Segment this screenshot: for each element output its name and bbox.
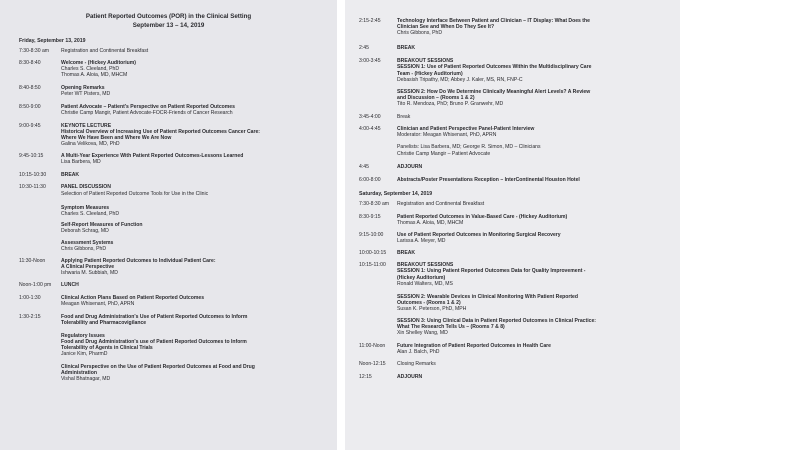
agenda-detail-line: and Discussion – (Rooms 1 & 2) [397,94,475,101]
agenda-time: 2:15-2:45 [359,18,381,24]
agenda-detail-line: Susan K. Peterson, PhD, MPH [397,305,467,312]
agenda-content [61,314,337,326]
agenda-time: 10:30-11:30 [19,184,46,191]
agenda-title-text: Welcome - (Hickey Auditorium) [61,60,137,67]
agenda-time [0,205,61,217]
agenda-detail-line: Food and Drug Administration's use of Patient Reported Outcomes to Inform [61,339,247,345]
agenda-list-saturday [345,201,680,380]
agenda-content [397,318,680,336]
agenda-item [0,258,337,276]
agenda-content [61,60,337,78]
agenda-time: 8:50-9:00 [19,103,41,110]
agenda-detail-line: Christie Camp Mangir – Patient Advocate [397,150,491,157]
agenda-item [0,60,337,78]
agenda-detail-line: Tolerability and Pharmacovigilance [61,319,147,326]
agenda-item [345,361,680,367]
agenda-content [397,214,680,226]
agenda-item [345,164,680,170]
agenda-detail-line: Debasish Tripathy, MD; Abbey J. Kaler, MS, RN, FNP-C [397,76,523,83]
agenda-time: 10:00-10:15 [359,250,387,257]
agenda-time: 4:00-4:45 [359,126,381,133]
agenda-time: 8:40-8:50 [19,85,41,92]
day-heading-saturday: Saturday, September 14, 2019 [359,190,433,197]
agenda-time [345,294,397,312]
agenda-detail-line: A Clinical Perspective [61,264,115,271]
agenda-content [397,58,680,82]
agenda-title-text: SESSION 2: How Do We Determine Clinically Meaningful Alert Levels? A Review [397,88,591,95]
agenda-item [345,114,680,120]
agenda-content [397,201,680,207]
agenda-title-text: SESSION 3: Using Clinical Data in Patient Reported Outcomes in Clinical Practice: [397,318,596,324]
agenda-detail-line: Alan J. Balch, PhD [397,349,440,356]
agenda-content [61,205,337,217]
agenda-time [345,89,397,107]
agenda-detail-line: Lisa Barbera, MD [61,159,101,166]
agenda-content [397,126,680,156]
agenda-detail-line: Janice Kim, PharmD [61,351,108,358]
agenda-title-text: A Multi-Year Experience With Patient Reported Outcomes-Lessons Learned [61,153,244,160]
agenda-detail-line: Galina Velikova, MD, PhD [61,141,120,148]
agenda-list-friday [0,48,337,383]
agenda-time: 1:30-2:15 [19,313,41,320]
agenda-content [397,374,680,380]
agenda-detail-line: Break [397,114,411,121]
agenda-item [345,214,680,226]
agenda-item [345,177,680,183]
agenda-title-text: PANEL DISCUSSION [61,184,111,191]
agenda-detail-line: SESSION 1: Use of Patient Reported Outcomes Within the Multidisciplinary Care [397,64,592,71]
agenda-time: 7:30-8:30 am [19,48,50,54]
agenda-detail-line: Christie Camp Mangir, Patient Advocate-FOCR-Friends of Cancer Research [61,109,233,116]
agenda-item [345,343,680,355]
agenda-item [0,104,337,116]
agenda-item [0,364,337,382]
agenda-content [61,153,337,165]
agenda-time: Noon-12:15 [359,361,386,368]
agenda-time: Noon-1:00 pm [19,282,52,289]
agenda-dates: September 13 – 14, 2019 [132,22,205,29]
agenda-detail-line: Larissa A. Meyer, MD [397,238,446,245]
agenda-title-text: Clinician and Patient Perspective Panel-Patient Interview [397,126,535,133]
agenda-item [345,89,680,107]
agenda-time: 11:00-Noon [359,343,386,350]
agenda-detail-line: What The Research Tells Us – (Rooms 7 & 8) [397,324,505,331]
agenda-item [0,333,337,357]
agenda-detail-line: Tolerability of Agents in Clinical Trials [61,345,153,352]
agenda-content [61,172,337,178]
agenda-detail-line: Ishwaria M. Subbiah, MD [61,270,118,277]
agenda-item [0,205,337,217]
agenda-detail-line: Chris Gibbons, PhD [397,30,443,37]
agenda-detail-line: Closing Remarks [397,361,436,368]
agenda-item [345,45,680,51]
agenda-detail-line: Charles S. Cleeland, PhD [61,66,120,73]
agenda-content [397,361,680,367]
agenda-detail-line: Where We Have Been and Where We Are Now [61,134,172,141]
agenda-detail-line: Team - (Hickey Auditorium) [397,70,463,77]
agenda-time: 8:30-9:15 [359,213,381,220]
agenda-content [397,232,680,244]
agenda-header [0,0,337,30]
agenda-detail-line: Historical Overview of Increasing Use of Patient Reported Outcomes Cancer Care: [61,128,260,135]
agenda-item [0,240,337,252]
agenda-detail-line: Meagan Whisenant, PhD, APRN [61,300,135,307]
agenda-title-text: Food and Drug Administration's Use of Patient Reported Outcomes to Inform [61,313,248,320]
agenda-content [61,48,337,54]
agenda-detail-line: Registration and Continental Breakfast [397,200,485,207]
agenda-list-friday-continued [345,18,680,183]
agenda-time: 4:45 [359,163,369,170]
agenda-content [61,295,337,307]
agenda-content [397,262,680,286]
agenda-content [61,104,337,116]
agenda-item [0,314,337,326]
agenda-time: 8:30-8:40 [19,60,41,67]
agenda-item [345,126,680,156]
agenda-content [61,222,337,234]
agenda-time: 11:30-Noon [19,258,46,265]
agenda-title-text: Regulatory Issues [61,332,105,339]
agenda-item [0,222,337,234]
agenda-title-text: SESSION 2: Wearable Devices in Clinical Monitoring With Patient Reported [397,293,579,300]
agenda-detail-line: Selection of Patient Reported Outcome Tools for Use in the Clinic [61,190,209,197]
agenda-title-text: Use of Patient Reported Outcomes in Monitoring Surgical Recovery [397,232,561,239]
agenda-title-text: ADJOURN [397,373,423,380]
agenda-title-text: BREAK [61,172,80,179]
agenda-item [0,153,337,165]
agenda-detail-line: (Hickey Auditorium) [397,274,446,281]
agenda-detail-line: Vishal Bhatnagar, MD [61,376,111,383]
agenda-detail-line: Deborah Schrag, MD [61,227,109,234]
agenda-page-left [0,0,337,450]
agenda-title-text: KEYNOTE LECTURE [61,122,112,129]
agenda-item [0,85,337,97]
agenda-title-text: Patient Advocate – Patient's Perspective on Patient Reported Outcomes [61,103,235,110]
agenda-title-text: BREAK [397,45,416,52]
agenda-detail-line: Clinician See and When Do They See It? [397,24,495,31]
agenda-item [345,58,680,82]
agenda-time: 12:15 [359,373,372,380]
agenda-title-text: BREAKOUT SESSIONS [397,262,454,269]
agenda-title-text: LUNCH [61,282,79,289]
agenda-content [397,45,680,51]
agenda-detail-line: Administration [61,370,97,377]
agenda-time: 10:15-11:00 [359,262,386,269]
agenda-title-text: Symptom Measures [61,204,110,211]
agenda-detail-line: Ronald Walters, MD, MS [397,280,453,287]
agenda-detail-line: Outcomes - (Rooms 1 & 2) [397,299,461,306]
agenda-detail-line: Chris Gibbons, PhD [61,246,107,253]
agenda-content [397,89,680,107]
agenda-detail-line: Panelists: Lisa Barbera, MD; George R. Simon, MD – Clinicians [397,144,541,151]
agenda-title-text: BREAK [397,250,416,257]
agenda-time: 1:00-1:30 [19,294,41,301]
agenda-title: Patient Reported Outcomes (POR) in the Clinical Setting [85,13,252,20]
agenda-item [0,184,337,196]
agenda-item [345,262,680,286]
agenda-time: 2:45 [359,45,369,52]
agenda-detail-line: Peter WT Pisters, MD [61,91,111,98]
agenda-content [397,164,680,170]
agenda-time: 10:15-10:30 [19,172,47,179]
agenda-item [0,172,337,178]
agenda-title-text: Opening Remarks [61,85,105,92]
agenda-title-text: Clinical Perspective on the Use of Patient Reported Outcomes at Food and Drug [61,364,255,371]
agenda-item [345,318,680,336]
day-heading-friday: Friday, September 13, 2019 [19,38,86,44]
agenda-title-text: Assessment Systems [61,239,114,246]
agenda-content [61,85,337,97]
agenda-time [0,240,61,252]
agenda-content [61,184,337,196]
agenda-content [61,282,337,288]
agenda-content [397,343,680,355]
agenda-time [0,222,61,234]
agenda-content [61,333,337,357]
agenda-detail-line: Moderator: Meagan Whisenant, PhD, APRN [397,132,497,139]
agenda-item [345,232,680,244]
agenda-detail-line: Tito R. Mendoza, PhD; Bruno P. Granwehr, MD [397,100,504,107]
agenda-time: 9:45-10:15 [19,153,44,160]
agenda-title-text: Technology Interface Between Patient and Clinician – IT Display: What Does the [397,18,590,24]
agenda-time: 6:00-8:00 [359,176,381,183]
agenda-item [0,295,337,307]
agenda-title-text: Self-Report Measures of Function [61,221,143,228]
agenda-detail-line: SESSION 1: Using Patient Reported Outcomes Data for Quality Improvement - [397,268,586,275]
agenda-item [345,294,680,312]
agenda-title-text: ADJOURN [397,163,423,170]
agenda-time: 3:45-4:00 [359,114,381,121]
agenda-content [61,364,337,382]
agenda-title-text: Clinical Action Plans Based on Patient Reported Outcomes [61,294,205,301]
agenda-detail-line: Xin Shelley Wang, MD [397,330,448,337]
agenda-item [345,18,680,36]
agenda-content [397,18,680,36]
agenda-content [397,294,680,312]
agenda-time [345,318,397,336]
agenda-item [0,282,337,288]
agenda-title-text: Abstracts/Poster Presentations Reception – InterContinental Houston Hotel [397,176,580,183]
agenda-time: 9:00-9:45 [19,122,41,129]
agenda-title-text: Applying Patient Reported Outcomes to Individual Patient Care: [61,258,216,265]
agenda-content [61,123,337,147]
agenda-detail-line: Registration and Continental Breakfast [61,48,149,54]
agenda-time [0,364,61,382]
agenda-item [345,250,680,256]
agenda-title-text: Patient Reported Outcomes in Value-Based Care - (Hickey Auditorium) [397,213,568,220]
agenda-title-text: BREAKOUT SESSIONS [397,58,454,65]
agenda-content [61,240,337,252]
agenda-content [397,114,680,120]
agenda-content [397,177,680,183]
agenda-detail-line: Charles S. Cleeland, PhD [61,210,120,217]
agenda-detail-line: Thomas A. Aloia, MD, MHCM [397,219,464,226]
agenda-item [345,374,680,380]
agenda-item [0,48,337,54]
agenda-time: 3:00-3:45 [359,58,381,65]
agenda-time: 9:15-10:00 [359,232,384,239]
agenda-content [61,258,337,276]
agenda-time: 7:30-8:30 am [359,200,390,207]
agenda-item [0,123,337,147]
agenda-page-right [345,0,680,450]
agenda-detail-line: Thomas A. Aloia, MD, MHCM [61,72,128,79]
agenda-item [345,201,680,207]
agenda-time [0,333,61,357]
agenda-title-text: Future Integration of Patient Reported Outcomes in Health Care [397,343,551,350]
agenda-content [397,250,680,256]
